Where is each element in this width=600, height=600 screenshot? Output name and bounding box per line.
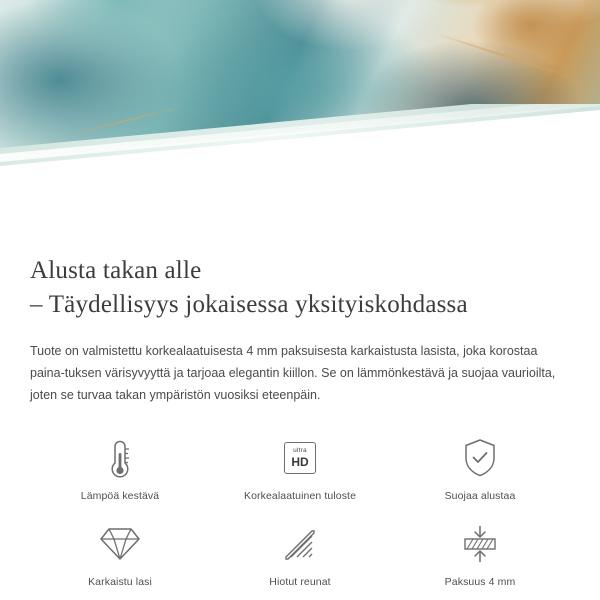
- ultra-hd-icon: [284, 434, 316, 482]
- feature-label: Lämpöä kestävä: [80, 490, 160, 502]
- content-section: [0, 224, 600, 588]
- feature-label: Karkaistu lasi: [88, 576, 152, 588]
- page-title-line2: – Täydellisyys jokaisessa yksityiskohdassa: [30, 291, 468, 318]
- hero-image: [0, 0, 600, 224]
- feature-item-polished-edges: [210, 520, 390, 588]
- feature-item-thickness: [390, 520, 570, 588]
- feature-item-tempered-glass: [30, 520, 210, 588]
- ultra-hd-badge-top: ultra: [293, 447, 307, 455]
- feature-item-print-quality: [210, 434, 390, 502]
- feature-label: Suojaa alustaa: [444, 490, 516, 502]
- feature-item-heat-resistant: [30, 434, 210, 502]
- feature-item-surface-protection: [390, 434, 570, 502]
- polished-edges-icon: [282, 520, 318, 568]
- diamond-icon: [99, 520, 141, 568]
- ultra-hd-badge-bottom: HD: [291, 454, 309, 469]
- feature-grid: [30, 434, 570, 588]
- thickness-icon: [460, 520, 500, 568]
- description-paragraph: Tuote on valmistettu korkealaatuisesta 4 mm paksuisesta karkaistusta lasista, joka korostaa paina-tuksen värisyvyyttä ja tarjoaa elegantin kiillon. Se on lämmönkestävä ja suojaa vaurioilta, joten se turvaa takan ympäristön vuosiksi eteenpäin.: [30, 344, 556, 402]
- feature-label: Hiotut reunat: [269, 576, 331, 588]
- feature-label: Paksuus 4 mm: [444, 576, 516, 588]
- shield-check-icon: [462, 434, 498, 482]
- thermometer-icon: [105, 434, 135, 482]
- page-title: [30, 254, 570, 322]
- feature-label: Korkealaatuinen tuloste: [243, 490, 357, 502]
- page-title-line1: Alusta takan alle: [30, 257, 202, 284]
